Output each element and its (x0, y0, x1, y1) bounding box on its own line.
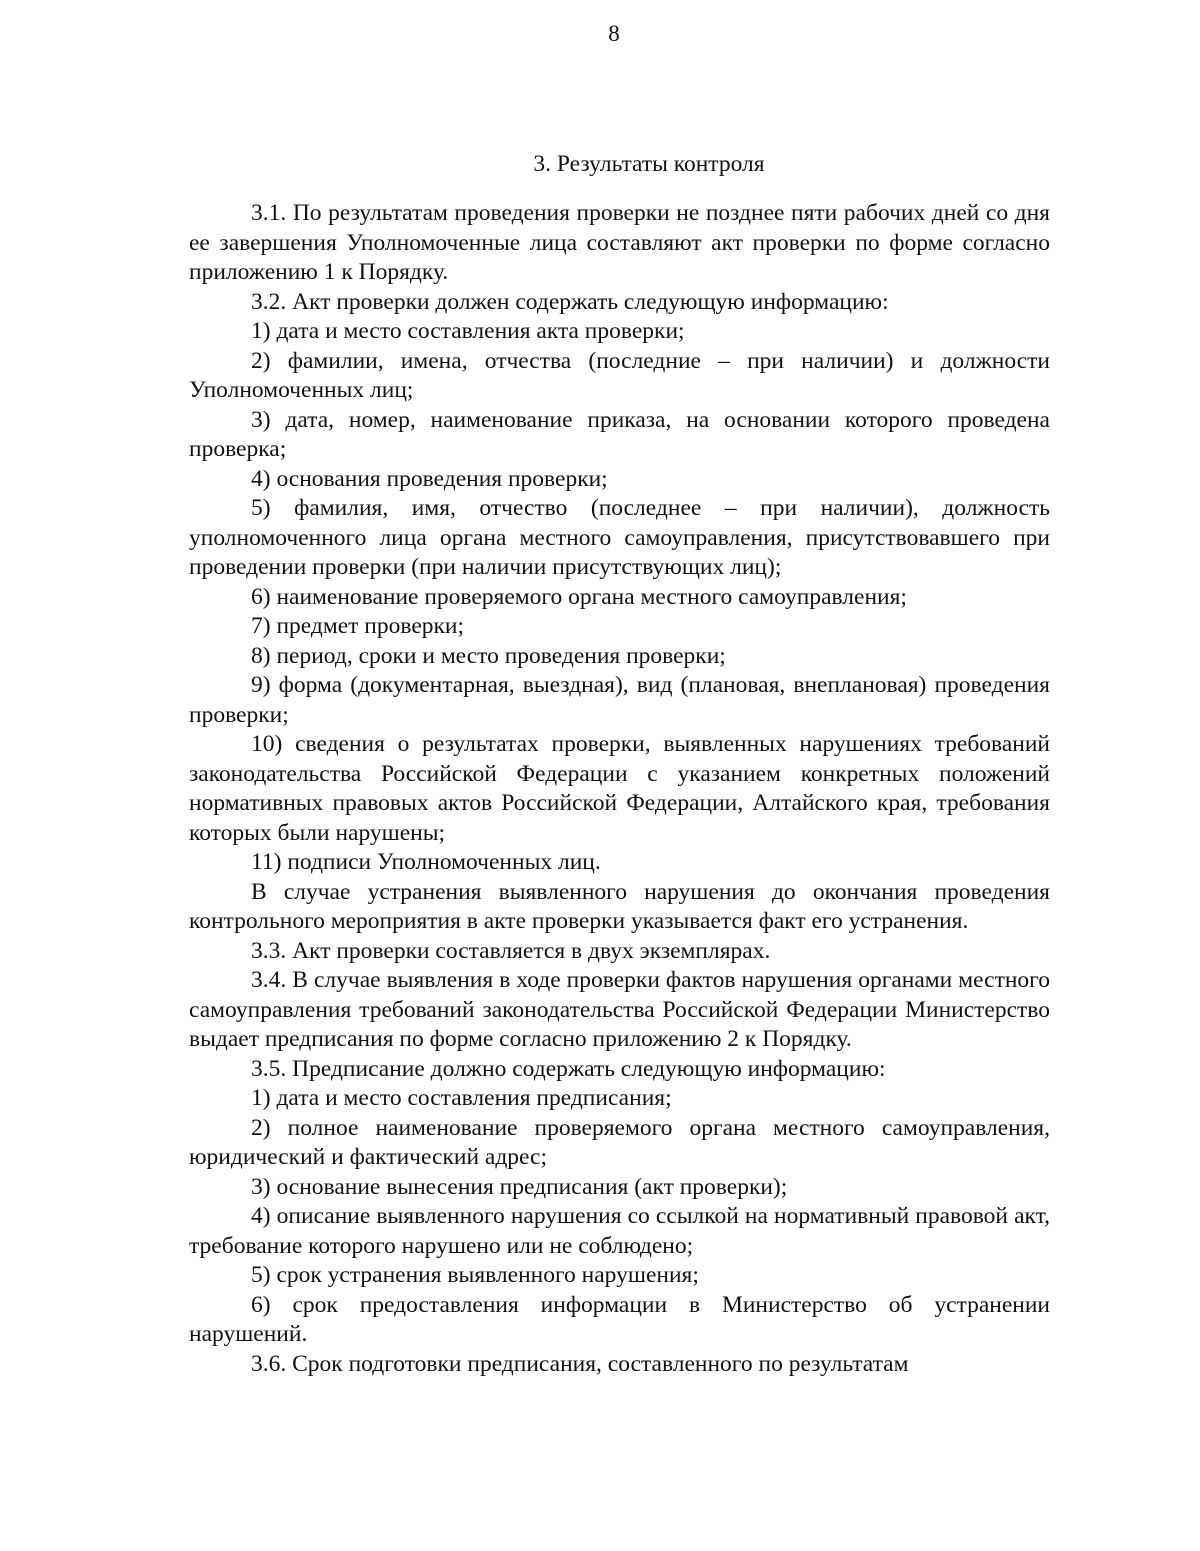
paragraph-3-3: 3.3. Акт проверки составляется в двух экземплярах. (251, 937, 771, 964)
body-text (189, 199, 1050, 1379)
page-number: 8 (608, 21, 620, 46)
list-item: 2) полное наименование проверяемого органа местного самоуправления, юридический и фактический адрес; (189, 1114, 1050, 1170)
list-item: 4) описание выявленного нарушения со ссылкой на нормативный правовой акт, требование которого нарушено или не соблюдено; (189, 1203, 1050, 1259)
list-item: 5) срок устранения выявленного нарушения; (251, 1262, 699, 1288)
list-item: 3) основание вынесения предписания (акт проверки); (251, 1173, 788, 1200)
paragraph-3-6: 3.6. Срок подготовки предписания, составленного по результатам (251, 1350, 909, 1377)
paragraph: В случае устранения выявленного нарушения до окончания проведения контрольного мероприятия в акте проверки указывается факт его устранения. (189, 878, 1050, 934)
list-item: 11) подписи Уполномоченных лиц. (251, 849, 601, 875)
list-item: 1) дата и место составления акта проверки; (251, 318, 685, 344)
list-item: 10) сведения о результатах проверки, выявленных нарушениях требований законодательства Российской Федерации с указанием конкретных положений нормативных правовых актов Российской Федерации, Алтайского края, требования которых были нарушены; (189, 731, 1050, 846)
paragraph-3-1: 3.1. По результатам проведения проверки не позднее пяти рабочих дней со дня ее завершения Уполномоченные лица составляют акт проверки по форме согласно приложению 1 к Порядку. (189, 200, 1050, 285)
list-item: 7) предмет проверки; (251, 613, 465, 639)
list-item: 8) период, сроки и место проведения проверки; (251, 642, 726, 669)
list-item: 4) основания проведения проверки; (251, 465, 608, 492)
list-item: 6) срок предоставления информации в Министерство об устранении нарушений. (189, 1291, 1050, 1347)
paragraph-3-5: 3.5. Предписание должно содержать следующую информацию: (251, 1055, 886, 1082)
paragraph-3-2: 3.2. Акт проверки должен содержать следующую информацию: (251, 288, 889, 315)
section-title: 3. Результаты контроля (533, 151, 765, 177)
list-item: 9) форма (документарная, выездная), вид (плановая, внеплановая) проведения проверки; (189, 672, 1050, 728)
list-item: 1) дата и место составления предписания; (251, 1085, 672, 1111)
list-item: 3) дата, номер, наименование приказа, на основании которого проведена проверка; (189, 406, 1050, 462)
list-item: 2) фамилии, имена, отчества (последние – при наличии) и должности Уполномоченных лиц; (189, 347, 1050, 403)
list-item: 5) фамилия, имя, отчество (последнее – при наличии), должность уполномоченного лица органа местного самоуправления, присутствовавшего при проведении проверки (при наличии присутствующих лиц); (189, 495, 1050, 580)
paragraph-3-4: 3.4. В случае выявления в ходе проверки фактов нарушения органами местного самоуправления требований законодательства Российской Федерации Министерство выдает предписания по форме согласно приложению 2 к Порядку. (189, 967, 1050, 1052)
list-item: 6) наименование проверяемого органа местного самоуправления; (251, 583, 907, 610)
